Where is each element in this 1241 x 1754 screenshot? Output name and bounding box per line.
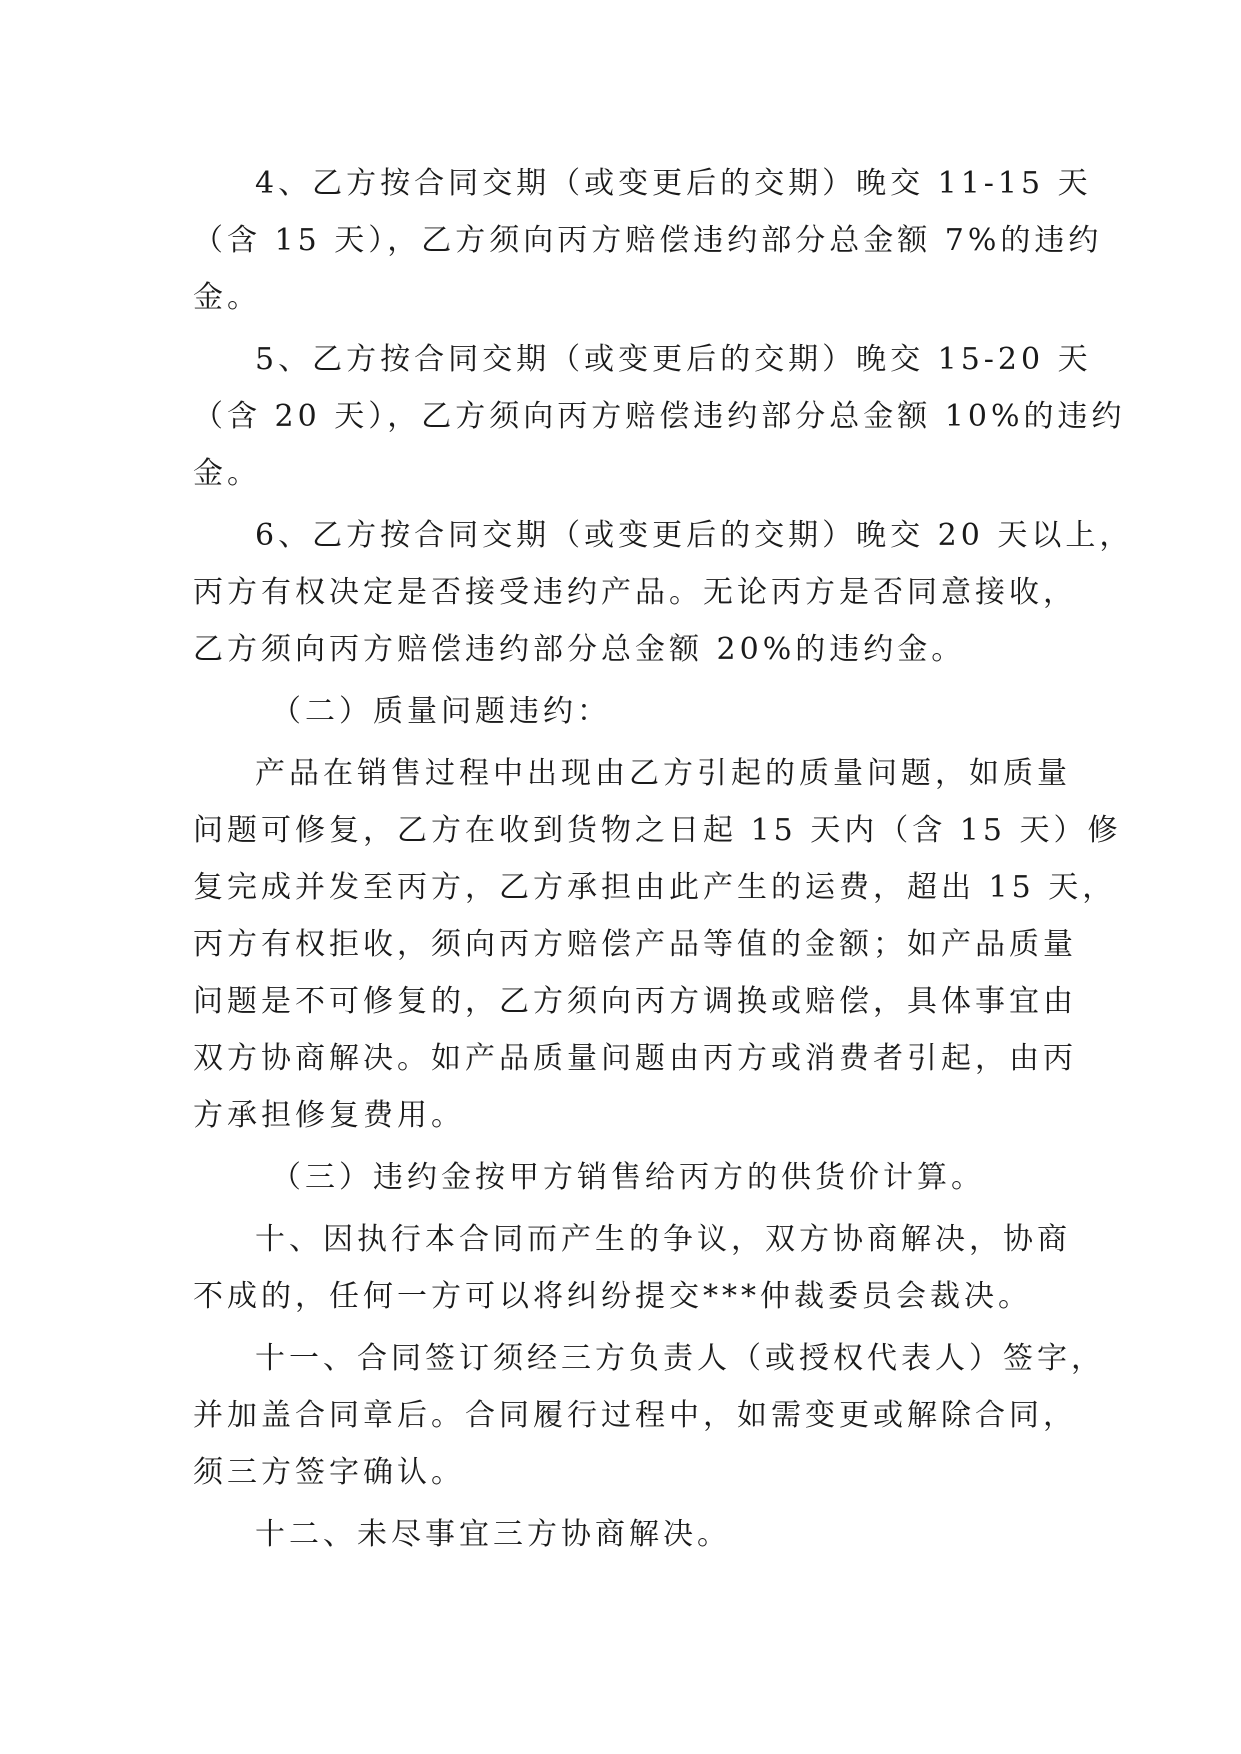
clause-5-line-2: （含 20 天），乙方须向丙方赔偿违约部分总金额 10%的违约 <box>193 399 1126 434</box>
section-2-body-line-3: 复完成并发至丙方，乙方承担由此产生的运费，超出 15 天， <box>193 870 1117 905</box>
clause-6-line-3: 乙方须向丙方赔偿违约部分总金额 20%的违约金。 <box>193 632 966 667</box>
article-10-line-1: 十、因执行本合同而产生的争议，双方协商解决，协商 <box>255 1222 1071 1257</box>
section-2-body-line-4: 丙方有权拒收，须向丙方赔偿产品等值的金额；如产品质量 <box>193 927 1077 962</box>
clause-5-line-3: 金。 <box>193 456 261 491</box>
section-2-heading-text: （二）质量问题违约： <box>271 694 611 729</box>
article-11-line-1: 十一、合同签订须经三方负责人（或授权代表人）签字， <box>255 1341 1105 1376</box>
article-11-line-2: 并加盖合同章后。合同履行过程中，如需变更或解除合同， <box>193 1398 1077 1433</box>
clause-6-line-1: 6、乙方按合同交期（或变更后的交期）晚交 20 天以上， <box>255 518 1134 553</box>
article-12-paragraph <box>193 1506 1048 1563</box>
section-2-body-line-5: 问题是不可修复的，乙方须向丙方调换或赔偿，具体事宜由 <box>193 984 1077 1019</box>
section-3-paragraph <box>193 1149 1048 1206</box>
clause-5-paragraph <box>193 331 1126 502</box>
section-2-body-paragraph <box>193 745 1122 1144</box>
clause-6-paragraph <box>193 507 1134 678</box>
clause-6-line-2: 丙方有权决定是否接受违约产品。无论丙方是否同意接收， <box>193 575 1077 610</box>
clause-5-line-1: 5、乙方按合同交期（或变更后的交期）晚交 15-20 天 <box>255 342 1092 377</box>
article-11-line-3: 须三方签字确认。 <box>193 1455 465 1490</box>
article-11-paragraph <box>193 1330 1105 1501</box>
clause-4-paragraph <box>193 155 1103 326</box>
section-2-body-line-6: 双方协商解决。如产品质量问题由丙方或消费者引起，由丙 <box>193 1041 1077 1076</box>
section-2-heading <box>193 683 1048 740</box>
clause-4-line-1: 4、乙方按合同交期（或变更后的交期）晚交 11-15 天 <box>255 166 1092 201</box>
section-2-body-line-7: 方承担修复费用。 <box>193 1098 465 1133</box>
clause-4-line-3: 金。 <box>193 280 261 315</box>
article-12-line-1: 十二、未尽事宜三方协商解决。 <box>255 1517 731 1552</box>
section-3-line-1: （三）违约金按甲方销售给丙方的供货价计算。 <box>271 1160 985 1195</box>
section-2-body-line-2: 问题可修复，乙方在收到货物之日起 15 天内（含 15 天）修 <box>193 813 1122 848</box>
section-2-body-line-1: 产品在销售过程中出现由乙方引起的质量问题，如质量 <box>255 756 1071 791</box>
document-body <box>193 155 1134 1568</box>
clause-4-line-2: （含 15 天），乙方须向丙方赔偿违约部分总金额 7%的违约 <box>193 223 1103 258</box>
article-10-paragraph <box>193 1211 1071 1325</box>
article-10-line-2: 不成的，任何一方可以将纠纷提交***仲裁委员会裁决。 <box>193 1279 1032 1314</box>
